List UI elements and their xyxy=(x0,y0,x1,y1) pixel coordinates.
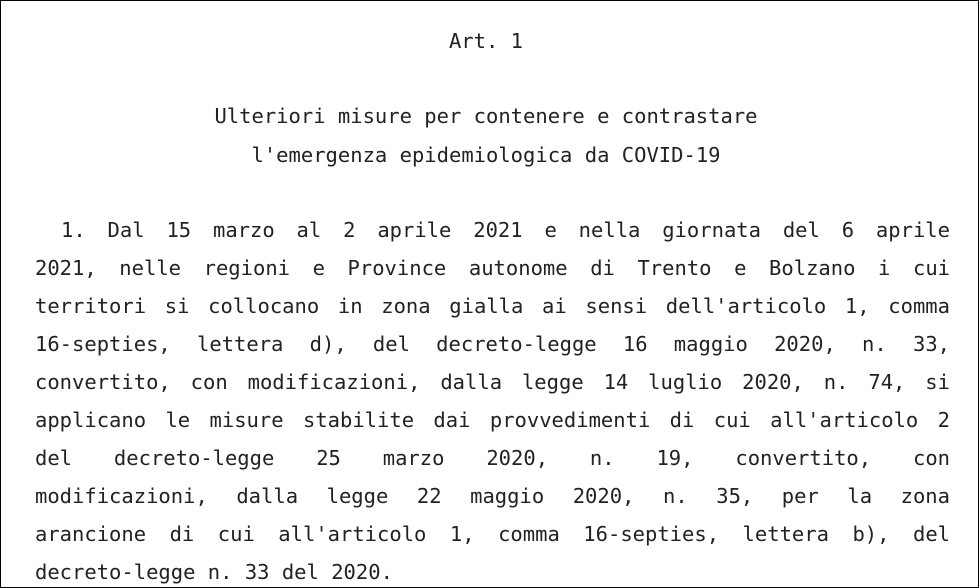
paragraph-line: 1. Dal 15 marzo al 2 aprile 2021 e nella giornata del 6 aprile xyxy=(61,218,950,242)
paragraph-line: decreto-legge n. 33 del 2020. xyxy=(35,560,393,584)
paragraph-line: convertito, con modificazioni, dalla legge 14 luglio 2020, n. 74, si xyxy=(35,370,950,394)
paragraph-line: territori si collocano in zona gialla ai sensi dell'articolo 1, comma xyxy=(35,294,950,318)
paragraph-line: arancione di cui all'articolo 1, comma 16-septies, lettera b), del xyxy=(35,522,950,546)
paragraph-line: applicano le misure stabilite dai provvedimenti di cui all'articolo 2 xyxy=(35,408,950,432)
article-heading: Art. 1 xyxy=(448,29,524,53)
article-title-line-1: Ulteriori misure per contenere e contrastare xyxy=(214,104,758,128)
paragraph-line: del decreto-legge 25 marzo 2020, n. 19, convertito, con xyxy=(35,446,950,470)
paragraph-line: 16-septies, lettera d), del decreto-legge 16 maggio 2020, n. 33, xyxy=(35,332,950,356)
paragraph-line: 2021, nelle regioni e Province autonome di Trento e Bolzano i cui xyxy=(35,256,950,280)
paragraph-line: modificazioni, dalla legge 22 maggio 2020, n. 35, per la zona xyxy=(35,484,950,508)
article-title-line-2: l'emergenza epidemiologica da COVID-19 xyxy=(251,143,721,167)
